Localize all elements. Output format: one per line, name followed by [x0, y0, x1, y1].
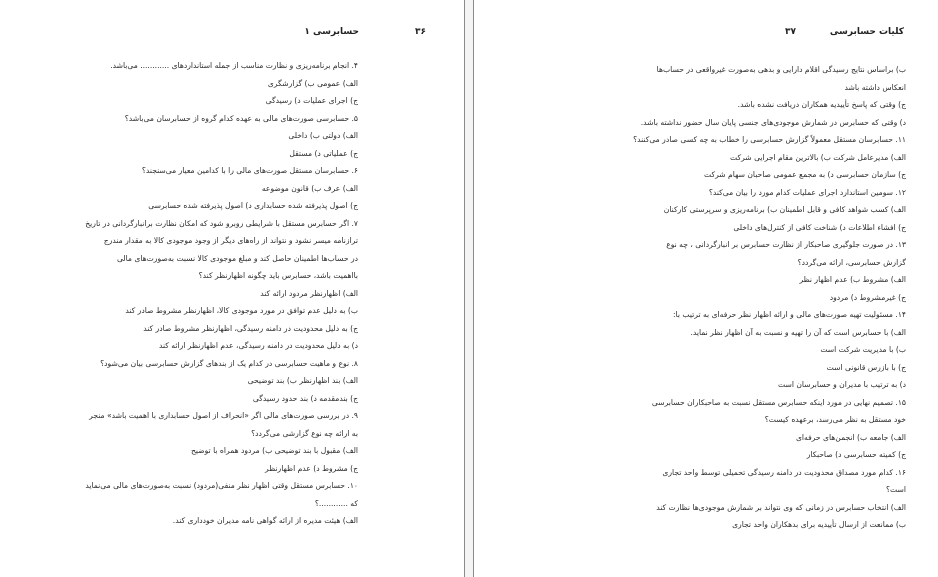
text-line: الف) دولتی ب) داخلی: [288, 131, 358, 140]
text-line: ج) با بازرس قانونی است: [826, 362, 906, 372]
text-line: ج) غیرمشروط د) مردود: [829, 292, 906, 302]
text-line: الف) مشروط ب) عدم اظهار نظر: [799, 275, 906, 284]
text-line: الف) جامعه ب) انجمن‌های حرفه‌ای: [795, 432, 906, 442]
text-line: الف) کسب شواهد کافی و قابل اطمینان ب) برنامه‌ریزی و سرپرستی کارکنان: [663, 205, 906, 214]
text-line: الف) عرف ب) قانون موضوعه: [261, 183, 358, 193]
text-line: ج) مشروط د) عدم اظهارنظر: [265, 463, 358, 473]
text-line: ترازنامه میسر نشود و نتواند از راه‌های دیگر از وجود موجودی کالا به مقدار مندرج: [103, 236, 358, 245]
text-line: خود مستقل به نظر می‌رسد، برعهده کیست؟: [764, 415, 906, 424]
text-line: الف) اظهارنظر مردود ارائه کند: [260, 288, 358, 298]
left-page: [0, 0, 464, 577]
text-line: الف) مقبول با بند توضیحی ب) مردود همراه با توضیح: [190, 446, 358, 455]
text-line: ب) براساس نتایج رسیدگی اقلام دارایی و بدهی به‌صورت غیرواقعی در حساب‌ها: [656, 65, 906, 74]
text-line: ج) اجرای عملیات د) رسیدگی: [265, 96, 358, 105]
text-line: الف) عمومی ب) گزارشگری: [267, 78, 358, 88]
text-line: د) به دلیل محدودیت در دامنه رسیدگی، عدم اظهارنظر ارائه کند: [158, 341, 358, 350]
text-line: در حساب‌ها اطمینان حاصل کند و مبلغ موجودی کالا نسبت به‌صورت‌های مالی: [116, 253, 358, 263]
text-line: الف) با حسابرس است که آن را تهیه و نسبت به آن اظهار نظر نماید.: [690, 327, 906, 337]
right-header-title: کلیات حسابرسی: [829, 27, 904, 37]
text-line: ۹. در بررسی صورت‌های مالی اگر «انحراف از اصول حسابداری با اهمیت باشد» منجر: [89, 411, 358, 420]
text-line: ۱۴. مسئولیت تهیه صورت‌های مالی و ارائه اظهار نظر حرفه‌ای به ترتیب با:: [673, 310, 906, 319]
text-line: ۱۰. حسابرس مستقل وقتی اظهار نظر منفی(مردود) نسبت به‌صورت‌های مالی می‌نماید: [85, 481, 358, 490]
right-header-page-number: ۳۷: [785, 27, 796, 37]
text-line: ج) بندمقدمه د) بند حدود رسیدگی: [252, 393, 358, 403]
text-line: الف) بند اظهارنظر ب) بند توضیحی: [247, 376, 358, 385]
text-line: الف) مدیرعامل شرکت ب) بالاترین مقام اجرایی شرکت: [730, 152, 906, 162]
text-line: الف) هیئت مدیره از ارائه گواهی نامه مدیران خودداری کند.: [172, 516, 358, 525]
text-line: ۷. اگر حسابرس مستقل با شرایطی روبرو شود که امکان نظارت برانبارگردانی در تاریخ: [85, 218, 358, 228]
text-line: ج) اصول پذیرفته شده حسابداری د) اصول پذیرفته شده حسابرسی: [148, 201, 358, 210]
left-header-page-number: ۳۶: [415, 27, 426, 37]
text-line: ۱۲. سومین استاندارد اجرای عملیات کدام مورد را بیان می‌کند؟: [708, 187, 906, 197]
text-line: است؟: [886, 485, 906, 494]
text-line: ۱۶. کدام مورد مصداق محدودیت در دامنه رسیدگی تحمیلی توسط واحد تجاری: [662, 467, 906, 477]
right-page: [474, 0, 938, 577]
text-line: ب) ممانعت از ارسال تأییدیه برای بدهکاران واحد تجاری: [732, 520, 906, 529]
text-line: که ............؟: [314, 498, 358, 508]
text-line: ج) سازمان حسابرسی د) به مجمع عمومی صاحبان سهام شرکت: [704, 170, 906, 179]
text-line: ب) با مدیریت شرکت است: [820, 345, 906, 354]
left-header-title: حسابرسی ۱: [304, 27, 359, 37]
text-line: ۱۵. تصمیم نهایی در مورد اینکه حسابرس مستقل نسبت به صاحبکاران حسابرسی: [651, 397, 906, 407]
text-line: ج) افشاء اطلاعات د) شناخت کافی از کنترل‌های داخلی: [733, 222, 906, 232]
text-line: ج) کمیته حسابرسی د) صاحبکار: [806, 450, 906, 459]
text-line: د) به ترتیب با مدیران و حسابرسان است: [778, 380, 906, 389]
text-line: انعکاس داشته باشد: [844, 82, 906, 92]
text-line: ۵. حسابرسی صورت‌های مالی به عهده کدام گروه از حسابرسان می‌باشد؟: [124, 113, 358, 123]
text-line: به ارائه چه نوع گزارشی می‌گردد؟: [251, 428, 358, 438]
text-line: الف) انتخاب حسابرس در زمانی که وی نتواند بر شمارش موجودی‌ها نظارت کند: [656, 502, 906, 512]
text-line: ۶. حسابرسان مستقل صورت‌های مالی را با کدامین معیار می‌سنجند؟: [141, 166, 358, 175]
text-line: ج) عملیاتی د) مستقل: [289, 148, 358, 158]
text-line: ۱۳. در صورت جلوگیری صاحبکار از نظارت حسابرس بر انبارگردانی ، چه نوع: [666, 240, 906, 249]
text-line: بااهمیت باشد، حسابرس باید چگونه اظهارنظر کند؟: [198, 271, 358, 280]
text-line: گزارش حسابرسی، ارائه می‌گردد؟: [797, 257, 906, 267]
text-line: د) وقتی که حسابرس در شمارش موجودی‌های جنسی پایان سال حضور نداشته باشد.: [640, 117, 906, 127]
text-line: ۸. نوع و ماهیت حسابرسی در کدام یک از بندهای گزارش حسابرسی بیان می‌شود؟: [100, 358, 358, 368]
text-line: ۴. انجام برنامه‌ریزی و نظارت مناسب از جمله استانداردهای ............ می‌باشد.: [110, 61, 358, 70]
page-gutter: [464, 0, 474, 577]
text-line: ج) وقتی که پاسخ تأییدیه همکاران دریافت نشده باشد.: [737, 100, 906, 109]
text-line: ۱۱. حسابرسان مستقل معمولاً گزارش حسابرسی را خطاب به چه کسی صادر می‌کنند؟: [633, 135, 906, 144]
text-line: ج) به دلیل محدودیت در دامنه رسیدگی، اظهارنظر مشروط صادر کند: [143, 323, 358, 333]
text-line: ب) به دلیل عدم توافق در مورد موجودی کالا، اظهارنظر مشروط صادر کند: [125, 306, 358, 315]
